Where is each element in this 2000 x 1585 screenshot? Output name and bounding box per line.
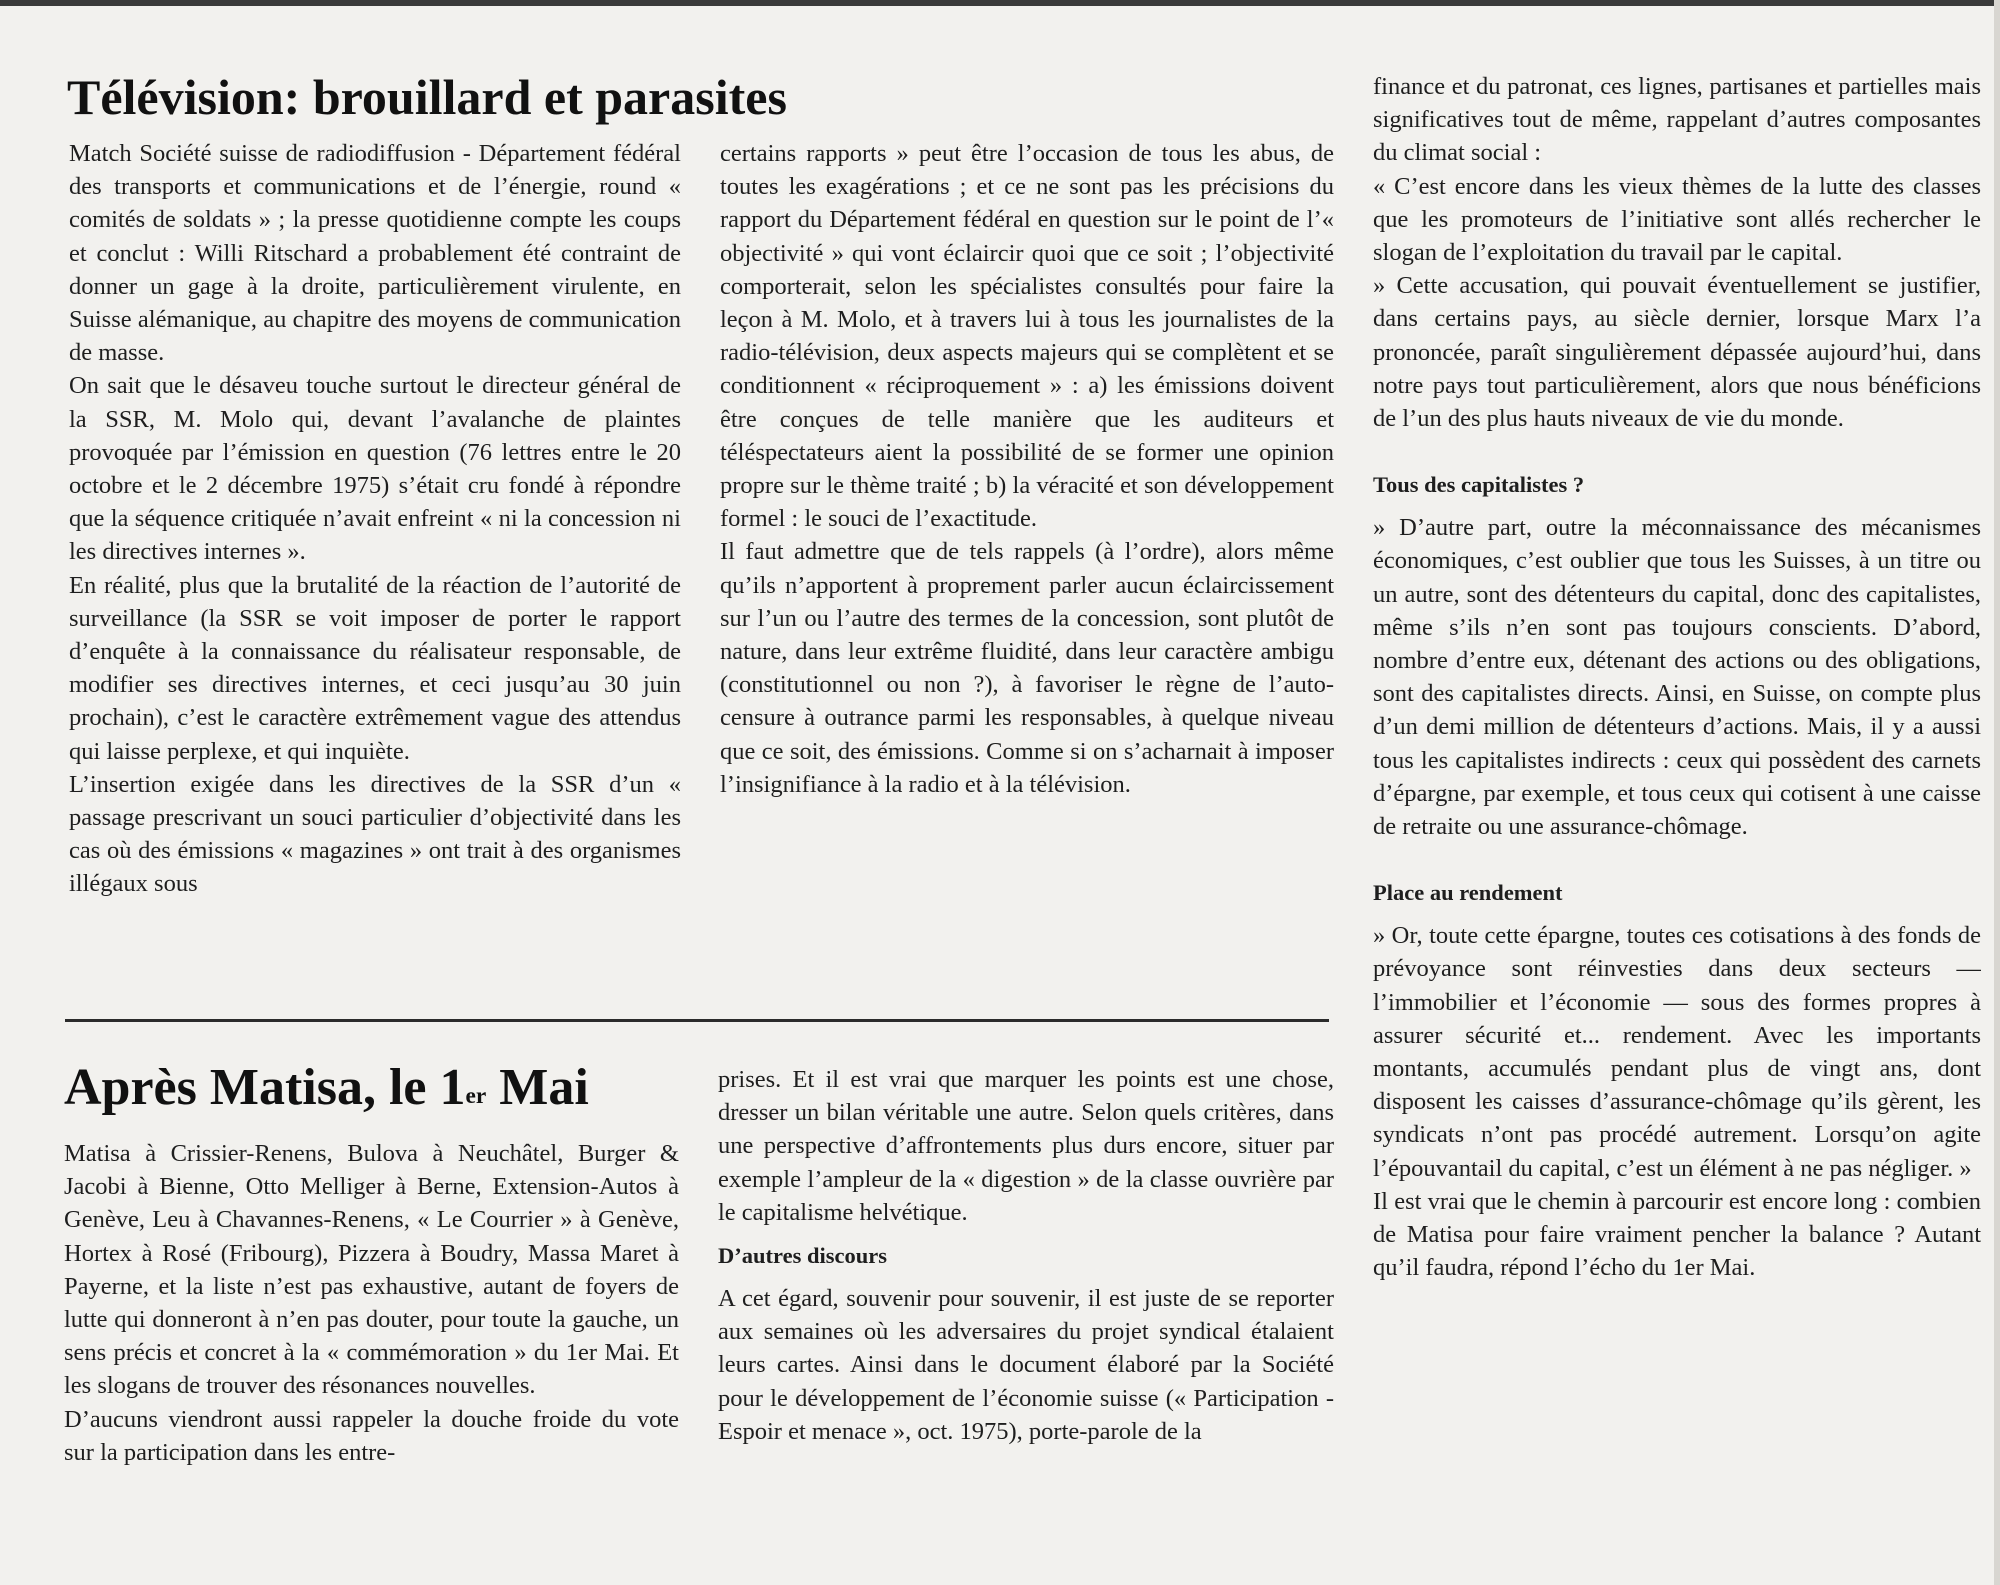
article-2-col2-intro: prises. Et il est vrai que marquer les points est une chose, dresser un bilan véritable une autre. Selon quels critères, dans une perspective d’affrontements plus durs encore, situer par exemple l’ampleur de la « digestion » de la classe ouvrière par le capitalisme helvétique. (718, 1066, 1334, 1226)
spacer (1373, 909, 1981, 919)
subhead-place-au-rendement: Place au rendement (1373, 880, 1563, 906)
article-2-column-1 (64, 1137, 679, 1537)
article-2-col3-section-2: » Or, toute cette épargne, toutes ces cotisations à des fonds de prévoyance sont réinvesties dans deux secteurs — l’immobilier et l’économie — sous des formes propres à assurer sécurité et... rendement. Avec les importants montants, accumulés pendant plus de vingt ans, dont disposent les caisses d’assurance-chômage qu’ils gèrent, les syndicats n’ont pas procédé autrement. Lorsqu’on agite l’épouvantail du capital, c’est un élément à ne pas négliger. » (1373, 922, 1981, 1182)
article-2-col2-body: A cet égard, souvenir pour souvenir, il est juste de se reporter aux semaines où les adversaires du projet syndical étalaient leurs cartes. Ainsi dans le document élaboré par la Société pour le développement de l’économie suisse (« Participation - Espoir et menace », oct. 1975), porte-parole de la (718, 1285, 1334, 1445)
subhead-dautres-discours: D’autres discours (718, 1243, 887, 1269)
spacer (1373, 501, 1981, 511)
headline-text: Après Matisa, le 1 (64, 1059, 466, 1116)
spacer (1373, 843, 1981, 876)
top-border-rule (0, 0, 2000, 6)
article-1-col2-para-2: Il faut admettre que de tels rappels (à l’ordre), alors même qu’ils n’apportent à proprement parler aucun éclaircissement sur l’un ou l’autre des termes de la concession, sont plutôt de nature, dans leur extrême fluidité, dans leur caractère ambigu (constitutionnel ou non ?), à favoriser le règne de l’auto-censure à outrance parmi les responsables, à quelque niveau que ce soit, des émissions. Comme si on s’acharnait à imposer l’insignifiance à la radio et à la télévision. (720, 538, 1334, 798)
article-2-col3-intro-2: « C’est encore dans les vieux thèmes de la lutte des classes que les promoteurs de l’initiative sont allés rechercher le slogan de l’exploitation du travail par le capital. (1373, 172, 1981, 267)
article-1-col1-para-4: L’insertion exigée dans les directives de la SSR d’un « passage prescrivant un souci particulier d’objectivité dans les cas où des émissions « magazines » ont trait à des organismes illégaux sous (69, 770, 681, 898)
subhead-tous-des-capitalistes: Tous des capitalistes ? (1373, 472, 1585, 498)
article-2-col3-closing: Il est vrai que le chemin à parcourir est encore long : combien de Matisa pour faire vraiment pencher la balance ? Autant qu’il faudra, répond l’écho du 1er Mai. (1373, 1187, 1981, 1282)
article-divider-rule (65, 1019, 1329, 1022)
article-1-column-2 (720, 137, 1334, 969)
page-edge-shadow (1994, 0, 2000, 1585)
article-1-col1-para-3: En réalité, plus que la brutalité de la réaction de l’autorité de surveillance (la SSR se voit imposer de porter le rapport d’enquête à la connaissance du réalisateur responsable, de modifier ses directives internes, et ceci jusqu’au 30 juin prochain), c’est le caractère extrêmement vague des attendus qui laisse perplexe, et qui inquiète. (69, 571, 681, 765)
article-2-col3-intro-1: finance et du patronat, ces lignes, partisanes et partielles mais significatives tout de même, rappelant d’autres composantes du climat social : (1373, 73, 1981, 167)
article-2-headline (64, 1057, 589, 1119)
spacer (718, 1229, 1334, 1239)
article-1-col2-para-1: certains rapports » peut être l’occasion de tous les abus, de toutes les exagérations ; et ce ne sont pas les précisions du rapport du Département fédéral en question sur le point de l’« objectivité » qui vont éclaircir quoi que ce soit ; l’objectivité comporterait, selon les spécialistes consultés pour faire la leçon à M. Molo, et à travers lui à tous les journalistes de la radio-télévision, deux aspects majeurs qui se complètent et se conditionnent « réciproquement » : a) les émissions doivent être conçues de telle manière que les auditeurs et téléspectateurs aient la possibilité de se former une opinion propre sur le thème traité ; b) la véracité et son développement formel : le souci de l’exactitude. (720, 140, 1334, 533)
headline-superscript: er (465, 1083, 487, 1110)
article-1-headline: Télévision: brouillard et parasites (67, 69, 787, 125)
article-2-column-3 (1373, 70, 1981, 1540)
headline-text-end: Mai (486, 1059, 589, 1116)
article-2-col1-para-1: Matisa à Crissier-Renens, Bulova à Neuchâtel, Burger & Jacobi à Bienne, Otto Melliger à Berne, Extension-Autos à Genève, Leu à Chavannes-Renens, « Le Courrier » à Genève, Hortex à Rosé (Fribourg), Pizzera à Boudry, Massa Maret à Payerne, et la liste n’est pas exhaustive, autant de foyers de lutte qui donneront à n’en pas douter, pour toute la gauche, un sens précis et concret à la « commémoration » du 1er Mai. Et les slogans de trouver des résonances nouvelles. (64, 1140, 679, 1400)
spacer (718, 1272, 1334, 1282)
article-1-col1-para-1: Match Société suisse de radiodiffusion - Département fédéral des transports et communications et de l’énergie, round « comités de soldats » ; la presse quotidienne compte les coups et conclut : Willi Ritschard a probablement été contraint de donner un gage à la droite, particulièrement virulente, en Suisse alémanique, au chapitre des moyens de communication de masse. (69, 140, 681, 367)
article-2-col1-para-2: D’aucuns viendront aussi rappeler la douche froide du vote sur la participation dans les entre- (64, 1405, 679, 1466)
spacer (1373, 435, 1981, 468)
article-1-col1-para-2: On sait que le désaveu touche surtout le directeur général de la SSR, M. Molo qui, devant l’avalanche de plaintes provoquée par l’émission en question (76 lettres entre le 20 octobre et le 2 décembre 1975) s’était cru fondé à répondre que la séquence critiquée n’avait enfreint « ni la concession ni les directives internes ». (69, 372, 681, 566)
article-2-col3-section-1: » D’autre part, outre la méconnaissance des mécanismes économiques, c’est oublier que tous les Suisses, à un titre ou un autre, sont des détenteurs du capital, donc des capitalistes, même s’ils n’en sont pas toujours conscients. D’abord, nombre d’entre eux, détenant des actions ou des obligations, sont des capitalistes directs. Ainsi, en Suisse, on compte plus d’un demi million de détenteurs d’actions. Mais, il y a aussi tous les capitalistes indirects : ceux qui possèdent des carnets d’épargne, par exemple, et tous ceux qui cotisent à une caisse de retraite ou une assurance-chômage. (1373, 514, 1981, 841)
article-2-column-2 (718, 1063, 1334, 1533)
article-1-column-1 (69, 137, 681, 1003)
article-2-col3-intro-3: » Cette accusation, qui pouvait éventuellement se justifier, dans certains pays, au siècle dernier, lorsque Marx l’a prononcée, paraît singulièrement dépassée aujourd’hui, dans notre pays tout particulièrement, alors que nous bénéficions de l’un des plus hauts niveaux de vie du monde. (1373, 272, 1981, 433)
